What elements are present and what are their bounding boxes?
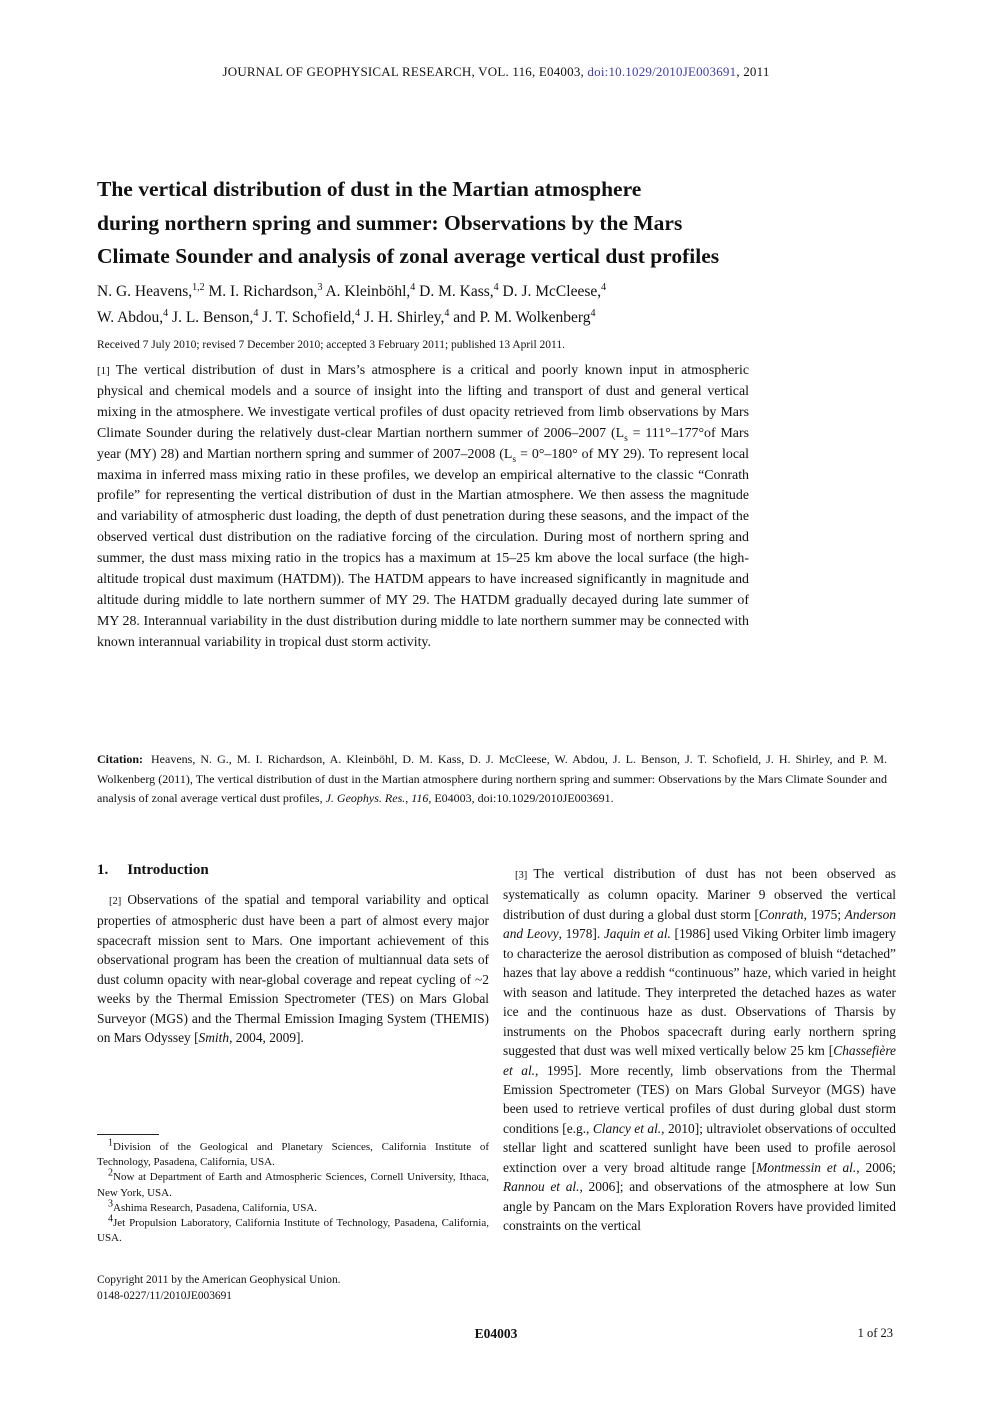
article-id: E04003 <box>474 1326 518 1341</box>
title-line: during northern spring and summer: Observations by the Mars <box>97 210 683 235</box>
page-title <box>97 173 817 274</box>
doi-link[interactable]: doi:10.1029/2010JE003691 <box>587 64 737 79</box>
received-dates: Received 7 July 2010; revised 7 December 2010; accepted 3 February 2011; published 13 April 2011. <box>97 339 565 351</box>
footnote-1 <box>97 1137 489 1170</box>
section-heading-introduction <box>97 862 489 879</box>
section-number: 1. <box>97 862 109 878</box>
footnote-number: 3 <box>108 1198 113 1210</box>
journal-header-line: JOURNAL OF GEOPHYSICAL RESEARCH, VOL. 116, E04003, doi:10.1029/2010JE003691, 2011 <box>222 64 770 79</box>
section-title: Introduction <box>127 862 209 878</box>
footnote-3 <box>97 1198 489 1216</box>
footnote-text: Ashima Research, Pasadena, California, USA. <box>113 1201 318 1214</box>
footnote-text: Division of the Geological and Planetary Sciences, California Institute of Technology, Pasadena, California, USA. <box>97 1141 489 1169</box>
citation-text: Heavens, N. G., M. I. Richardson, A. Kleinböhl, D. M. Kass, D. J. McCleese, W. Abdou, J. L. Benson, J. T. Schofield, J. H. Shirley, and P. M. Wolkenberg (2011), The vertical distribution of dust in the Martian atmosphere during northern spring and summer: Observations by the Mars Climate Sounder and analysis of zonal average vertical dust profiles, J. Geophys. Res., 116, E04003, doi:10.1029/2010JE003691. <box>97 752 887 806</box>
footnotes-block <box>97 1134 489 1246</box>
title-line: The vertical distribution of dust in the Martian atmosphere <box>97 177 642 201</box>
copyright-line: Copyright 2011 by the American Geophysical Union. <box>97 1274 341 1286</box>
author-list <box>97 279 797 331</box>
footnote-2 <box>97 1167 489 1200</box>
footnote-number: 2 <box>108 1167 113 1179</box>
right-column <box>503 864 896 1236</box>
title-line: Climate Sounder and analysis of zonal average vertical dust profiles <box>97 244 720 268</box>
page-number: 1 of 23 <box>857 1326 893 1340</box>
footnote-number: 1 <box>108 1137 113 1149</box>
paragraph-3: [3] The vertical distribution of dust has not been observed as systematically as column opacity. Mariner 9 observed the vertical distribution of dust during a global dust storm [Conrath, 1975; Anderson and Leovy, 1978]. Jaquin et al. [1986] used Viking Orbiter limb imagery to characterize the aerosol distribution as composed of bluish “detached” hazes that lay above a reddish “continuous” haze, which varied in height with season and latitude. They interpreted the detached hazes as water ice and the continuous haze as dust. Observations of Tharsis by instruments on the Phobos spacecraft during early northern spring suggested that dust was well mixed vertically below 25 km [Chassefière et al., 1995]. More recently, limb observations from the Thermal Emission Spectrometer (TES) on Mars Global Surveyor (MGS) have been used to retrieve vertical profiles of dust during global dust storm conditions [e.g., Clancy et al., 2010]; ultraviolet observations of occulted stellar light and scattered sunlight have been used to profile aerosol extinction over a very broad altitude range [Montmessin et al., 2006; Rannou et al., 2006]; and observations of the atmosphere at low Sun angle by Pancam on the Mars Exploration Rovers have provided limited constraints on the vertical <box>503 866 897 1234</box>
author-line: N. G. Heavens,$^{1,2}$ M. I. Richardson,$^3$ A. Kleinböhl,$^4$ D. M. Kass,$^4$ D. J. McCleese,$^4$ <box>97 281 607 300</box>
citation-label: Citation: <box>97 752 143 766</box>
left-column <box>97 862 489 1048</box>
footnote-divider <box>97 1134 159 1135</box>
footnote-text: Now at Department of Earth and Atmospheric Sciences, Cornell University, Ithaca, New York, USA. <box>97 1171 489 1199</box>
citation-block <box>97 750 887 809</box>
paragraph-2: [2] Observations of the spatial and temporal variability and optical properties of atmospheric dust have been a part of almost every major spacecraft mission sent to Mars. One important achievement of this observational program has been the creation of multiannual data sets of dust column opacity with near-global coverage and repeat cycling of ~2 weeks by the Thermal Emission Spectrometer (TES) on Mars Global Surveyor (MGS) and the Thermal Emission Imaging System (THEMIS) on Mars Odyssey [Smith, 2004, 2009]. <box>97 892 489 1046</box>
abstract-paragraph: [1] The vertical distribution of dust in Mars’s atmosphere is a critical and poorly known input in atmospheric physical and chemical models and a source of insight into the lifting and transport of dust and general vertical mixing in the atmosphere. We investigate vertical profiles of dust opacity retrieved from limb observations by Mars Climate Sounder during the relatively dust-clear Martian northern summer of 2006–2007 ($L_s = 111^\circ-177^\circ of$ Mars year (MY) 28) and Martian northern spring and summer of 2007–2008 ($L_s = 0^\circ-180^\circ$ of MY 29). To represent local maxima in inferred mass mixing ratio in these profiles, we develop an empirical alternative to the classic “Conrath profile” for representing the vertical distribution of dust in the Martian atmosphere. We then assess the magnitude and variability of atmospheric dust loading, the depth of dust penetration during these seasons, and the impact of the observed vertical dust distribution on the radiative forcing of the circulation. During most of northern spring and summer, the dust mass mixing ratio in the tropics has a maximum at 15–25 km above the local surface (the high-altitude tropical dust maximum (HATDM)). The HATDM appears to have increased significantly in magnitude and altitude during middle to late northern summer of MY 29. The HATDM gradually decayed during late summer of MY 28. Interannual variability in the dust distribution during middle to late northern summer may be connected with known interannual variability in tropical dust storm activity. <box>97 363 750 650</box>
copyright-notice <box>97 1273 489 1304</box>
author-line: W. Abdou,$^4$ J. L. Benson,$^4$ J. T. Schofield,$^4$ J. H. Shirley,$^4$ and P. M. Wolkenberg$^4$ <box>97 307 596 326</box>
footnote-number: 4 <box>108 1213 113 1225</box>
issn-line: 0148-0227/11/2010JE003691 <box>97 1289 232 1302</box>
footnote-text: Jet Propulsion Laboratory, California Institute of Technology, Pasadena, California, USA. <box>97 1217 489 1245</box>
footnote-4 <box>97 1213 489 1246</box>
